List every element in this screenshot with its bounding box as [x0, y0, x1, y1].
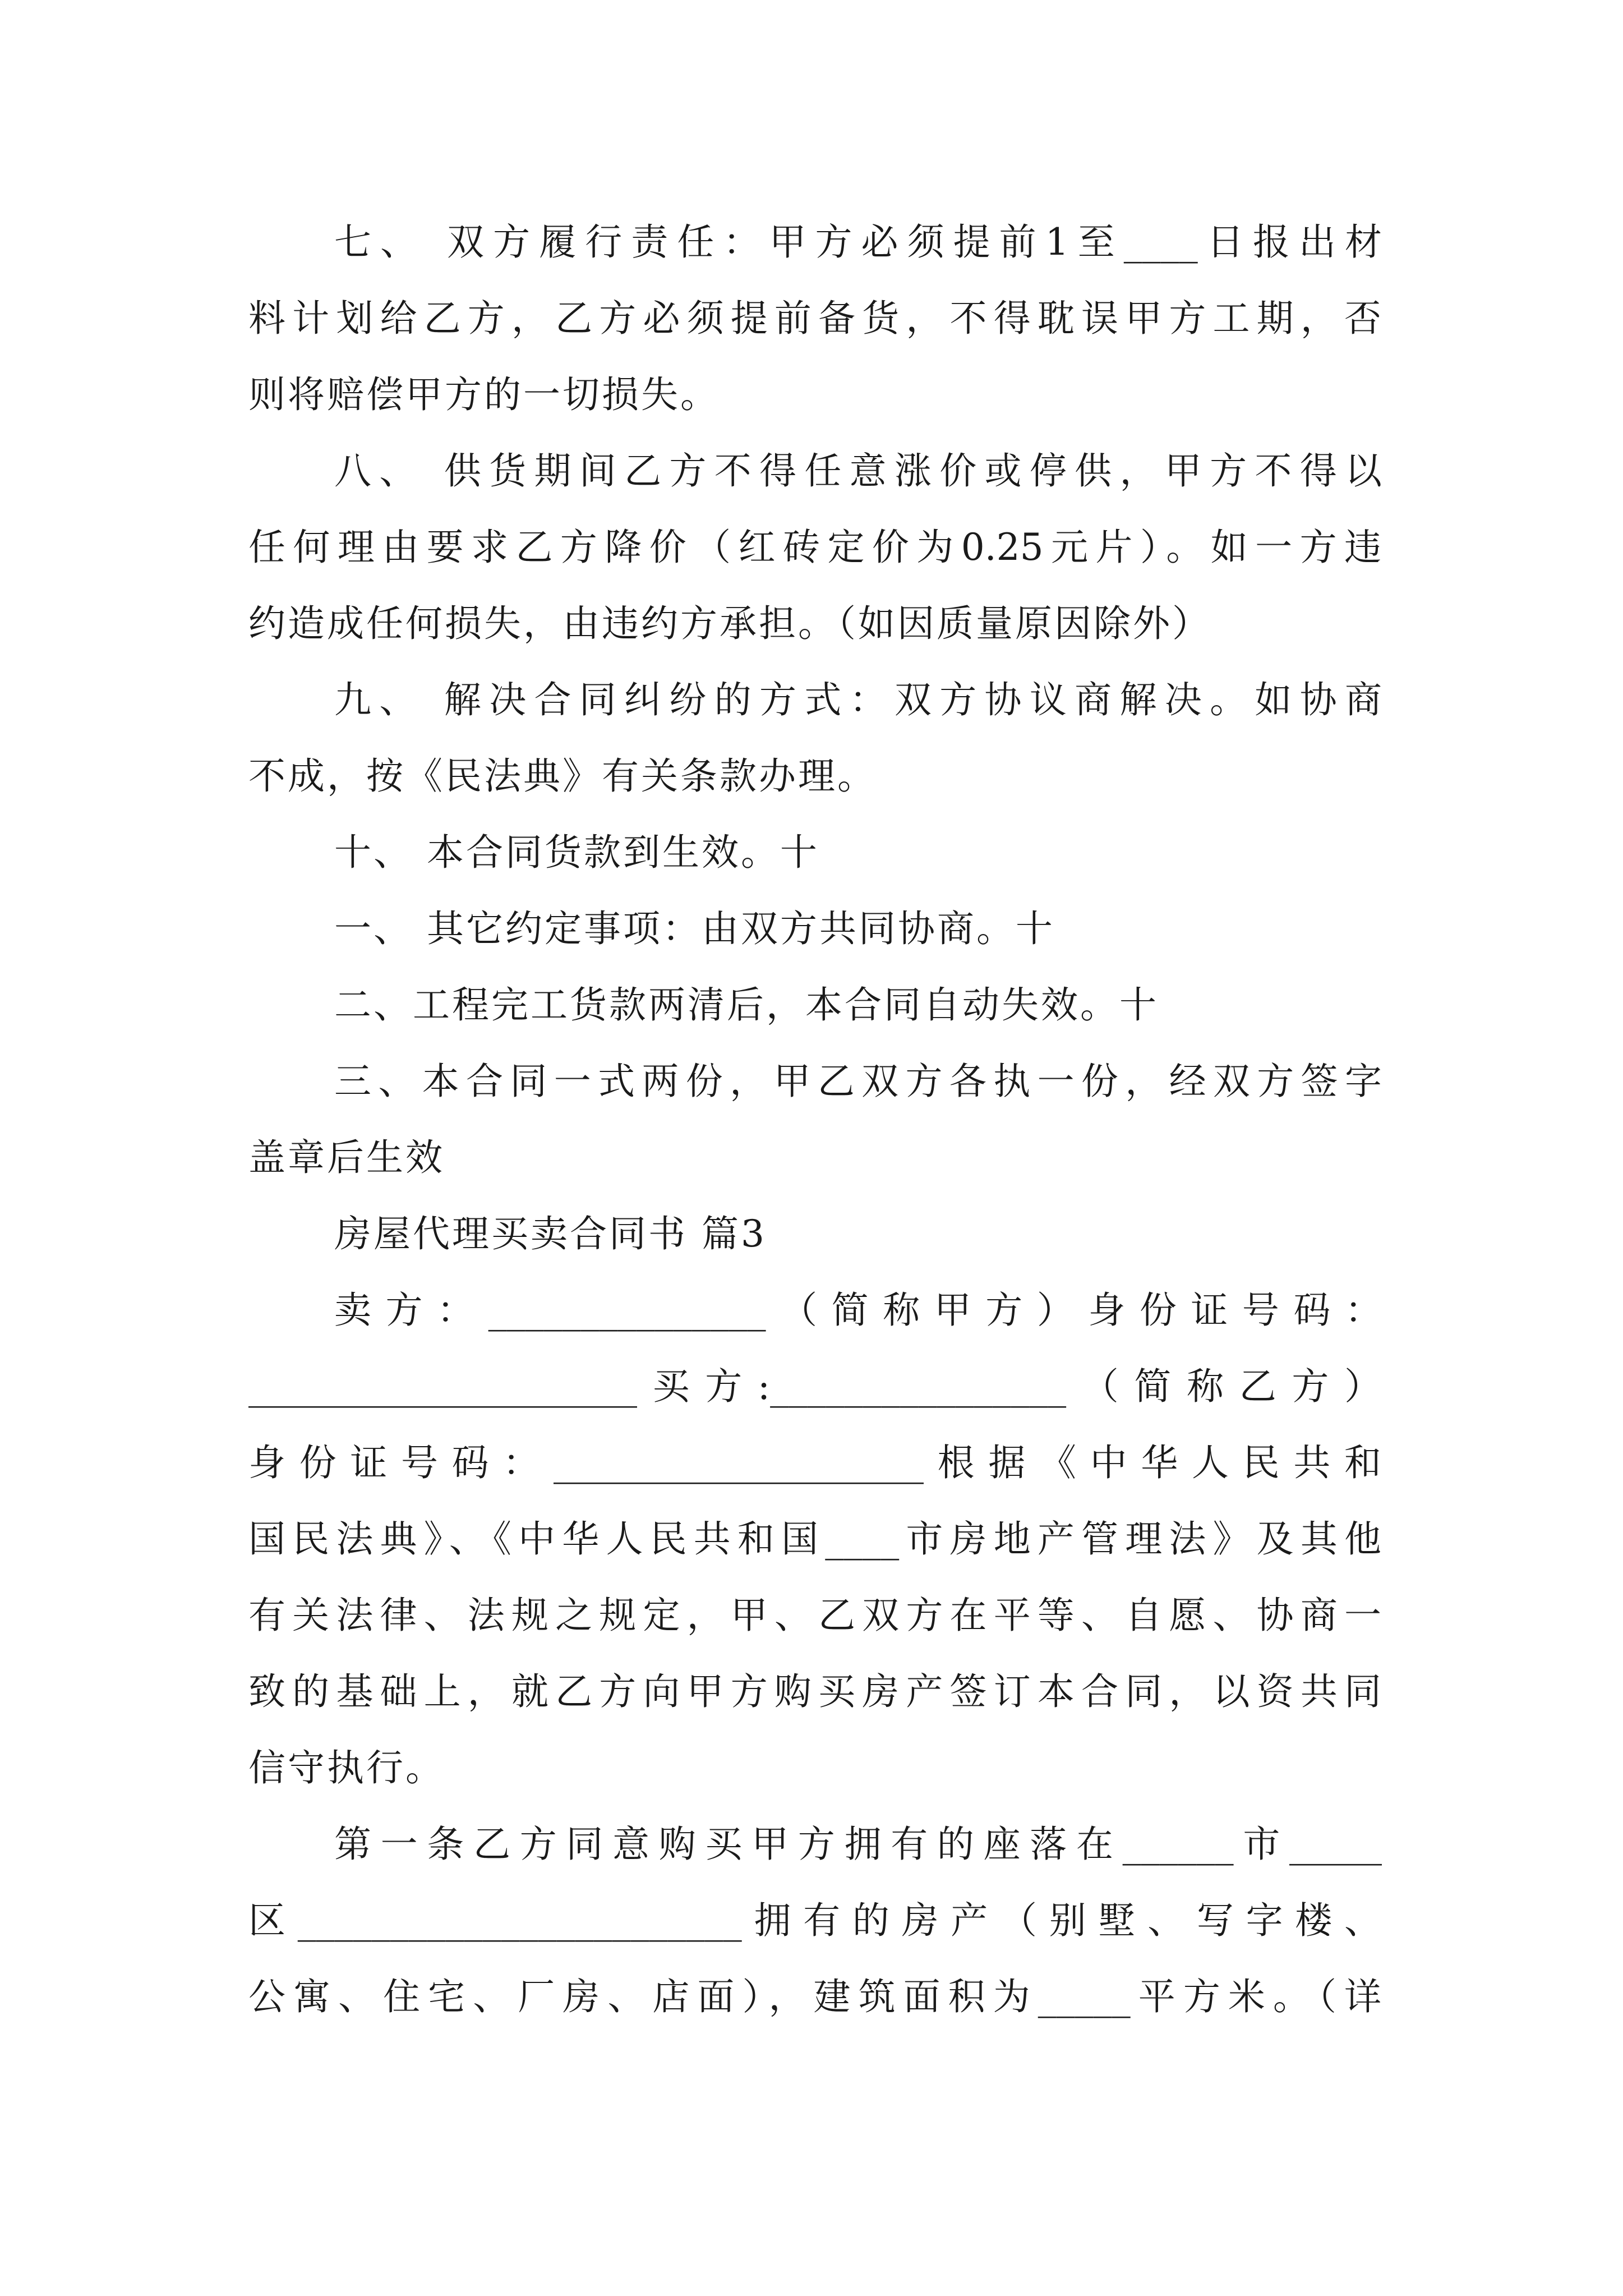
id-number-line: 身份证号码：____________________根据《中华人民共和	[248, 1441, 1381, 1484]
section-title: 房屋代理买卖合同书 篇3	[334, 1212, 767, 1255]
clause-8-line-3: 约造成任何损失，由违约方承担。（如因质量原因除外）	[248, 602, 1211, 645]
clause-13-line-1: 三、本合同一式两份，甲乙双方各执一份，经双方签字	[334, 1060, 1382, 1103]
seller-line: 卖方：_______________（简称甲方）身份证号码：	[334, 1289, 1382, 1332]
law-reference-line: 国民法典》、《中华人民共和国____市房地产管理法》及其他	[248, 1517, 1381, 1561]
clause-8-line-1: 八、 供货期间乙方不得任意涨价或停供，甲方不得以	[334, 449, 1382, 493]
clause-10-line: 十、 本合同货款到生效。十	[334, 831, 819, 874]
clause-13-line-2: 盖章后生效	[248, 1136, 445, 1179]
clause-7-line-3: 则将赔偿甲方的一切损失。	[248, 373, 720, 416]
clause-7-line-2: 料计划给乙方，乙方必须提前备货，不得耽误甲方工期，否	[248, 297, 1381, 340]
preamble-line-2: 致的基础上，就乙方向甲方购买房产签订本合同，以资共同	[248, 1670, 1381, 1713]
buyer-line: _____________________买方:________________（简称乙方）	[248, 1365, 1381, 1408]
preamble-line-1: 有关法律、法规之规定，甲、乙双方在平等、自愿、协商一	[248, 1594, 1381, 1637]
clause-9-line-2: 不成，按《民法典》有关条款办理。	[248, 754, 877, 798]
preamble-line-3: 信守执行。	[248, 1746, 445, 1789]
article-1-line-1: 第一条乙方同意购买甲方拥有的座落在______市_____	[334, 1823, 1382, 1866]
clause-7-line-1: 七、 双方履行责任：甲方必须提前1至____日报出材	[334, 220, 1382, 264]
article-1-line-2: 区________________________拥有的房产（别墅、写字楼、	[248, 1899, 1381, 1942]
article-1-line-3: 公寓、住宅、厂房、店面），建筑面积为_____平方米。（详	[248, 1975, 1381, 2018]
clause-9-line-1: 九、 解决合同纠纷的方式：双方协议商解决。如协商	[334, 678, 1382, 721]
clause-12-line: 二、工程完工货款两清后，本合同自动失效。十	[334, 983, 1159, 1027]
clause-11-line: 一、 其它约定事项：由双方共同协商。十	[334, 907, 1055, 950]
clause-8-line-2: 任何理由要求乙方降价（红砖定价为0.25元片）。如一方违	[248, 526, 1381, 569]
